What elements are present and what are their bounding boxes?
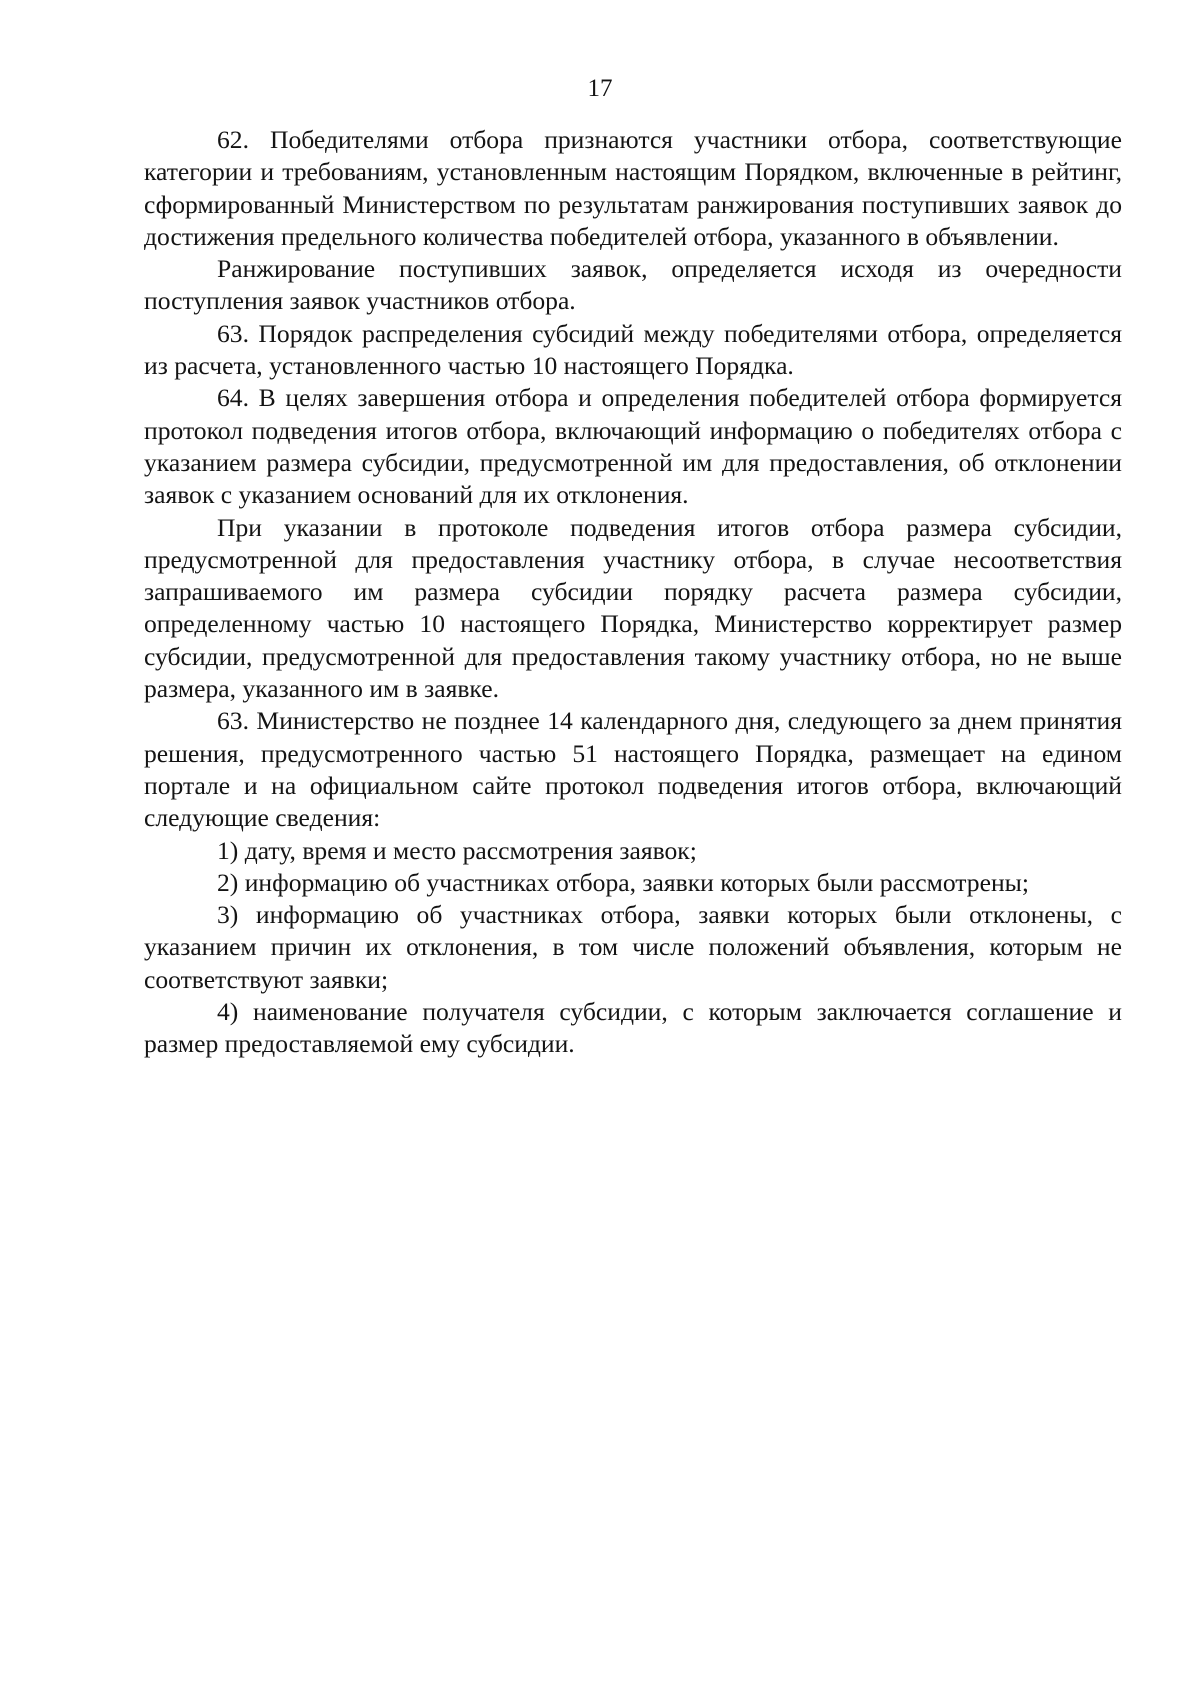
list-item-2: 2) информацию об участниках отбора, заявки которых были рассмотрены; <box>217 867 1029 897</box>
page-number: 17 <box>587 75 613 102</box>
paragraph-63-publication: 63. Министерство не позднее 14 календарного дня, следующего за днем принятия решения, предусмотренного частью 51 настоящего Порядка, размещает на едином портале и на официальном сайте протокол подведения итогов отбора, включающий следующие сведения: <box>144 706 1122 833</box>
paragraph-62: 62. Победителями отбора признаются участники отбора, соответствующие категории и требованиям, установленным настоящим Порядком, включенные в рейтинг, сформированный Министерством по результатам ранжирования поступивших заявок до достижения предельного количества победителей отбора, указанного в объявлении. <box>144 125 1122 251</box>
paragraph-ranking: Ранжирование поступивших заявок, определяется исходя из очередности поступления заявок участников отбора. <box>144 254 1122 316</box>
paragraph-64: 64. В целях завершения отбора и определения победителей отбора формируется протокол подведения итогов отбора, включающий информацию о победителях отбора с указанием размера субсидии, предусмотренной им для предоставления, об отклонении заявок с указанием оснований для их отклонения. <box>144 383 1122 510</box>
list-item-3: 3) информацию об участниках отбора, заявки которых были отклонены, с указанием причин их отклонения, в том числе положений объявления, которым не соответствуют заявки; <box>144 900 1122 994</box>
document-body <box>144 124 1122 1061</box>
list-item-1: 1) дату, время и место рассмотрения заявок; <box>217 835 697 865</box>
paragraph-subsidy-adjustment: При указании в протоколе подведения итогов отбора размера субсидии, предусмотренной для предоставления участнику отбора, в случае несоответствия запрашиваемого им размера субсидии порядку расчета размера субсидии, определенному частью 10 настоящего Порядка, Министерство корректирует размер субсидии, предусмотренной для предоставления такому участнику отбора, но не выше размера, указанного им в заявке. <box>144 512 1122 704</box>
list-item-4: 4) наименование получателя субсидии, с которым заключается соглашение и размер предоставляемой ему субсидии. <box>144 997 1122 1059</box>
paragraph-63-distribution: 63. Порядок распределения субсидий между победителями отбора, определяется из расчета, установленного частью 10 настоящего Порядка. <box>144 318 1122 381</box>
